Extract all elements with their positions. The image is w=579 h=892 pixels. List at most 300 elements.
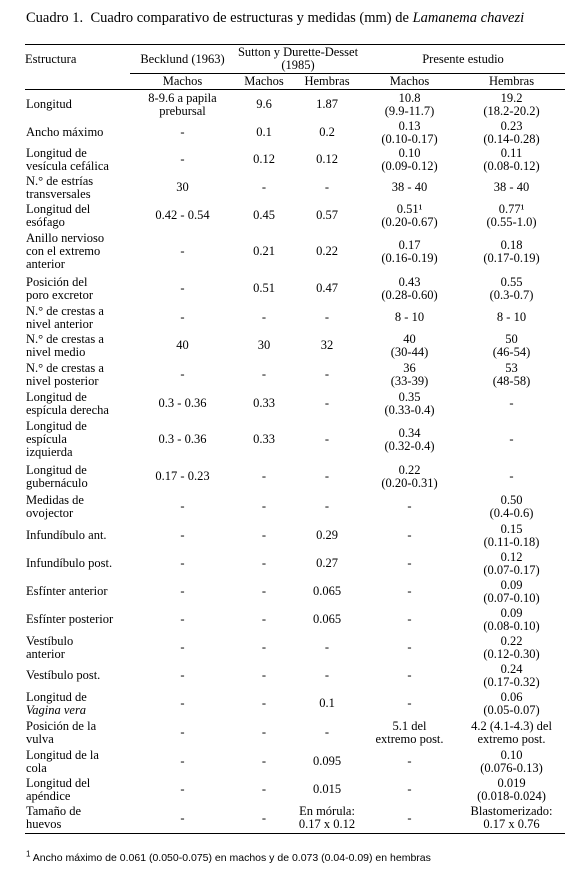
row-label-line: Vestíbulo [26,633,74,648]
table-row [25,390,565,418]
row-label-line: N.° de crestas a [26,331,104,346]
table-row [25,776,565,804]
row-label-cell [25,90,130,120]
sutton-machos-line: 0.33 [253,432,275,446]
row-label-line: Longitud de [26,389,87,404]
presente-machos-line: - [407,640,412,654]
sutton-machos-cell [235,748,293,776]
presente-hembras-line: 0.17 x 0.76 [483,817,540,832]
table-row [25,662,565,690]
sutton-hembras-cell [293,748,361,776]
presente-hembras-line: (0.076-0.13) [480,760,543,775]
presente-hembras-line: 0.11 [500,145,523,160]
presente-hembras-line: - [509,469,514,483]
presente-machos-line: (0.32-0.4) [384,438,435,453]
becklund-machos-cell [130,718,235,748]
sutton-machos-line: - [261,668,267,682]
sutton-machos-cell [235,304,293,332]
presente-hembras-cell [458,662,565,690]
sutton-hembras-cell [293,390,361,418]
row-label-cell [25,662,130,690]
sutton-hembras-line: - [324,367,330,381]
presente-hembras-line: (0.018-0.024) [477,788,546,803]
row-label-cell [25,606,130,634]
sutton-machos-line: 0.1 [256,125,272,139]
presente-hembras-cell [458,360,565,390]
sutton-machos-line: 0.45 [253,208,275,222]
row-label-line: Longitud de [26,419,87,433]
sutton-hembras-line: 0.015 [312,782,342,796]
row-label-line: N.° de crestas a [26,303,104,318]
sutton-machos-cell [235,492,293,522]
presente-hembras-cell [458,202,565,230]
sutton-machos-line: 30 [257,338,271,352]
presente-hembras-cell [458,230,565,274]
sutton-hembras-line: - [324,396,330,410]
sutton-machos-cell [235,120,293,146]
sutton-hembras-cell [293,690,361,718]
presente-machos-line: 0.51¹ [396,201,423,216]
sutton-machos-cell [235,578,293,606]
row-label-line: N.° de estrías [26,173,94,188]
row-label-cell [25,578,130,606]
presente-machos-line: (0.16-0.19) [381,250,438,265]
row-label-cell [25,550,130,578]
sutton-hembras-cell [293,360,361,390]
sutton-machos-line: - [261,696,267,710]
presente-hembras-line: (0.17-0.32) [483,674,540,689]
row-label-cell [25,804,130,834]
sutton-machos-line: - [261,584,267,598]
sutton-hembras-line: 1.87 [316,97,338,112]
presente-machos-line: 40 [403,331,416,346]
presente-hembras-cell [458,804,565,834]
footnote-mark: 1 [26,849,31,859]
sutton-hembras-line: 0.2 [319,125,335,139]
becklund-machos-line: - [180,584,185,598]
caption-species: Lamanema chavezi [412,10,525,26]
sutton-hembras-cell [293,662,361,690]
table-body [25,90,565,834]
becklund-machos-cell [130,332,235,360]
presente-hembras-line: 0.23 [500,118,523,133]
presente-machos-cell [361,804,458,834]
table-row [25,606,565,634]
becklund-machos-line: - [180,754,185,768]
sutton-machos-line: - [261,782,267,796]
table-row [25,120,565,146]
header-estructura: Estructura [25,45,130,74]
sutton-machos-cell [235,522,293,550]
presente-machos-cell [361,662,458,690]
row-label-line: espícula derecha [26,402,109,417]
row-label-line: Longitud de la [26,747,99,762]
caption-text: Cuadro comparativo de estructuras y medidas (mm) de [90,10,409,26]
presente-machos-cell [361,522,458,550]
presente-machos-line: - [407,528,412,542]
sutton-hembras-cell [293,202,361,230]
presente-machos-cell [361,418,458,462]
presente-hembras-cell [458,690,565,718]
sutton-hembras-cell [293,90,361,120]
row-label-line: izquierda [26,445,73,459]
presente-hembras-line: 0.09 [500,577,523,592]
presente-hembras-cell [458,390,565,418]
presente-hembras-line: 0.77¹ [498,201,525,216]
row-label-cell [25,718,130,748]
row-label-cell [25,748,130,776]
becklund-machos-line: prebursal [159,103,206,118]
presente-hembras-line: 50 [505,331,518,346]
row-label-line: vulva [26,731,54,746]
presente-machos-cell [361,550,458,578]
row-label-line: vesícula cefálica [26,158,109,173]
presente-machos-line: (0.09-0.12) [381,158,438,173]
presente-machos-line: - [407,782,412,796]
presente-machos-line: 0.22 [398,462,421,477]
sutton-hembras-cell [293,550,361,578]
row-label-line: Longitud de [26,462,87,477]
becklund-machos-line: - [180,152,185,166]
presente-machos-line: - [407,754,412,768]
presente-machos-line: - [407,810,412,825]
table-row [25,804,565,834]
becklund-machos-line: - [180,782,185,796]
row-label-cell [25,146,130,174]
sutton-machos-cell [235,332,293,360]
becklund-machos-line: 0.42 - 0.54 [155,208,210,222]
sutton-machos-cell [235,804,293,834]
table-row [25,230,565,274]
sutton-hembras-cell [293,418,361,462]
table-row [25,462,565,492]
row-label-line: huevos [26,817,62,832]
presente-hembras-cell [458,146,565,174]
footnote [26,849,571,864]
presente-hembras-line: 0.55 [500,274,523,289]
sutton-hembras-cell [293,634,361,662]
presente-machos-cell [361,274,458,304]
row-label-cell [25,690,130,718]
sutton-hembras-cell [293,578,361,606]
row-label-line: Medidas de [26,492,84,507]
sutton-hembras-line: 0.17 x 0.12 [298,817,356,832]
row-label-line: Longitud de [26,689,87,704]
presente-hembras-line: 0.15 [500,521,523,536]
table-caption [26,10,566,27]
row-label-line: Infundíbulo ant. [26,528,107,542]
presente-machos-line: 0.10 [398,145,421,160]
sutton-hembras-cell [293,332,361,360]
presente-machos-line: 38 - 40 [391,180,428,194]
sutton-machos-cell [235,550,293,578]
sutton-machos-cell [235,462,293,492]
sutton-machos-line: - [261,725,267,739]
becklund-machos-line: - [180,281,185,295]
presente-hembras-line: (0.4-0.6) [489,505,534,520]
becklund-machos-cell [130,390,235,418]
presente-hembras-cell [458,120,565,146]
presente-machos-cell [361,492,458,522]
sutton-hembras-line: - [324,725,330,739]
becklund-machos-cell [130,776,235,804]
header-presente: Presente estudio [361,45,565,74]
table-row [25,90,565,120]
sutton-hembras-cell [293,462,361,492]
sutton-hembras-line: 32 [320,338,334,352]
sutton-machos-line: - [261,810,267,825]
presente-hembras-cell [458,418,565,462]
row-label-line: Longitud de [26,145,87,160]
becklund-machos-line: - [180,125,185,139]
sutton-machos-line: 0.21 [253,244,275,258]
presente-machos-line: 0.35 [398,389,421,404]
table-row [25,550,565,578]
becklund-machos-cell [130,418,235,462]
presente-machos-cell [361,230,458,274]
presente-machos-cell [361,202,458,230]
presente-machos-cell [361,390,458,418]
presente-hembras-line: 4.2 (4.1-4.3) del [471,718,552,733]
row-label-cell [25,120,130,146]
row-label-line: Posición del [26,274,88,289]
presente-machos-line: 36 [403,360,416,375]
sutton-hembras-line: 0.065 [312,584,342,598]
table-row [25,578,565,606]
row-label-line: Esfínter anterior [26,584,108,598]
sutton-hembras-cell [293,776,361,804]
presente-hembras-line: (0.55-1.0) [486,214,537,229]
presente-hembras-line: 0.12 [500,549,523,564]
presente-machos-cell [361,776,458,804]
subheader-presente-hembras: Hembras [458,74,565,90]
becklund-machos-cell [130,174,235,202]
table-row [25,418,565,462]
presente-machos-cell [361,748,458,776]
row-label-line: nivel posterior [26,373,99,388]
presente-machos-cell [361,332,458,360]
sutton-hembras-cell [293,522,361,550]
table-row [25,360,565,390]
sutton-machos-line: - [261,556,267,570]
presente-hembras-cell [458,776,565,804]
table-row [25,146,565,174]
row-label-line: esófago [26,214,65,229]
sutton-hembras-cell [293,274,361,304]
becklund-machos-cell [130,804,235,834]
footnote-text: Ancho máximo de 0.061 (0.050-0.075) en machos y de 0.073 (0.04-0.09) en hembras [32,852,431,864]
sutton-hembras-line: 0.065 [312,612,342,626]
row-label-line: espícula [26,432,67,446]
sutton-hembras-line: - [324,432,330,446]
becklund-machos-line: - [180,310,185,324]
presente-hembras-line: (0.07-0.17) [483,562,540,577]
becklund-machos-line: - [180,696,185,710]
becklund-machos-line: 0.3 - 0.36 [158,396,207,410]
sutton-machos-line: 9.6 [256,97,272,112]
sutton-hembras-line: En mórula: [299,804,355,819]
presente-machos-line: (9.9-11.7) [384,103,435,118]
presente-machos-line: 8 - 10 [394,310,425,324]
presente-hembras-line: (0.11-0.18) [483,534,540,549]
row-label-line: N.° de crestas a [26,360,104,375]
presente-hembras-line: (0.12-0.30) [483,646,540,661]
presente-hembras-cell [458,748,565,776]
presente-hembras-line: (0.07-0.10) [483,590,540,605]
sutton-machos-cell [235,418,293,462]
becklund-machos-cell [130,606,235,634]
sutton-machos-cell [235,662,293,690]
presente-machos-line: 0.13 [398,118,421,133]
becklund-machos-cell [130,230,235,274]
sutton-machos-cell [235,718,293,748]
sutton-hembras-line: 0.47 [316,281,338,295]
sutton-hembras-line: 0.29 [316,528,338,542]
becklund-machos-cell [130,90,235,120]
sutton-machos-line: - [261,499,267,513]
row-label-cell [25,492,130,522]
row-label-line: Longitud del [26,201,91,216]
sutton-machos-cell [235,202,293,230]
presente-machos-cell [361,146,458,174]
becklund-machos-line: 0.17 - 0.23 [155,469,210,483]
row-label-line: Infundíbulo post. [26,556,113,570]
row-label-line: poro excretor [26,287,93,302]
becklund-machos-cell [130,550,235,578]
row-label-line: nivel anterior [26,316,93,331]
presente-hembras-line: 0.09 [500,605,523,620]
sutton-machos-cell [235,776,293,804]
presente-hembras-line: 0.06 [500,689,523,704]
presente-hembras-line: (18.2-20.2) [483,103,540,118]
row-label-line: Ancho máximo [26,125,104,139]
row-label-cell [25,390,130,418]
sutton-machos-cell [235,390,293,418]
presente-hembras-line: 0.50 [500,492,523,507]
presente-machos-line: - [407,696,412,710]
becklund-machos-cell [130,202,235,230]
row-label-line: nivel medio [26,344,86,359]
becklund-machos-line: - [180,725,185,739]
presente-machos-line: (0.10-0.17) [381,131,438,146]
sutton-machos-line: - [261,528,267,542]
sutton-hembras-line: 0.57 [316,208,338,222]
row-label-line: Vestíbulo post. [26,668,101,682]
row-label-cell [25,462,130,492]
presente-hembras-cell [458,462,565,492]
row-label-cell [25,360,130,390]
presente-hembras-cell [458,332,565,360]
table-row [25,492,565,522]
presente-machos-line: 10.8 [398,90,421,105]
presente-hembras-line: 0.019 [497,775,526,790]
sutton-hembras-cell [293,492,361,522]
presente-hembras-line: 19.2 [500,90,523,105]
row-label-line: Vagina vera [26,702,87,717]
sutton-machos-line: 0.33 [253,396,275,410]
table-row [25,304,565,332]
sutton-machos-line: 0.12 [253,152,275,166]
presente-machos-cell [361,174,458,202]
row-label-line: gubernáculo [26,475,88,490]
row-label-cell [25,418,130,462]
sutton-hembras-cell [293,606,361,634]
presente-hembras-line: (0.08-0.12) [483,158,540,173]
presente-hembras-cell [458,174,565,202]
sutton-machos-cell [235,690,293,718]
table-row [25,522,565,550]
row-label-line: ovojector [26,505,74,520]
row-label-line: Esfínter posterior [26,612,114,626]
sutton-machos-line: - [261,612,267,626]
presente-machos-line: - [407,584,412,598]
table-row [25,748,565,776]
presente-machos-cell [361,578,458,606]
becklund-machos-cell [130,492,235,522]
sutton-hembras-line: - [324,180,330,194]
presente-machos-line: (33-39) [390,373,429,388]
sutton-machos-cell [235,90,293,120]
sutton-hembras-line: - [324,310,330,324]
becklund-machos-line: - [180,810,185,825]
table-row [25,634,565,662]
sutton-machos-line: - [261,754,267,768]
becklund-machos-cell [130,146,235,174]
presente-machos-line: (0.20-0.31) [381,475,438,490]
sutton-hembras-line: 0.095 [312,754,342,768]
caption-label: Cuadro 1. [26,10,84,26]
sutton-machos-line: - [261,367,267,381]
row-label-line: anterior [26,646,65,661]
sutton-hembras-cell [293,120,361,146]
presente-hembras-line: (48-58) [492,373,531,388]
sutton-machos-cell [235,230,293,274]
becklund-machos-cell [130,360,235,390]
row-label-cell [25,522,130,550]
presente-hembras-cell [458,90,565,120]
presente-hembras-line: (46-54) [492,344,531,359]
sutton-hembras-cell [293,146,361,174]
presente-machos-line: - [407,612,412,626]
presente-machos-line: 0.43 [398,274,421,289]
presente-machos-cell [361,120,458,146]
presente-machos-cell [361,606,458,634]
sutton-hembras-line: - [324,640,330,654]
subheader-sutton-machos: Machos [235,74,293,90]
presente-hembras-line: 8 - 10 [496,310,527,324]
sutton-machos-cell [235,360,293,390]
presente-hembras-line: extremo post. [477,731,546,746]
presente-hembras-line: (0.17-0.19) [483,250,540,265]
row-label-cell [25,634,130,662]
presente-machos-line: 5.1 del [392,718,427,733]
presente-hembras-line: - [509,432,514,446]
sutton-hembras-line: 0.12 [316,152,338,166]
becklund-machos-cell [130,690,235,718]
header-sutton: Sutton y Durette-Desset (1985) [235,45,361,74]
becklund-machos-cell [130,578,235,606]
sutton-hembras-cell [293,174,361,202]
presente-hembras-line: 0.22 [500,633,523,648]
presente-hembras-line: - [509,396,514,410]
subheader-sutton-hembras: Hembras [293,74,361,90]
presente-machos-line: (30-44) [390,344,429,359]
presente-machos-cell [361,718,458,748]
sutton-machos-cell [235,274,293,304]
presente-hembras-cell [458,634,565,662]
sutton-hembras-cell [293,230,361,274]
becklund-machos-cell [130,522,235,550]
